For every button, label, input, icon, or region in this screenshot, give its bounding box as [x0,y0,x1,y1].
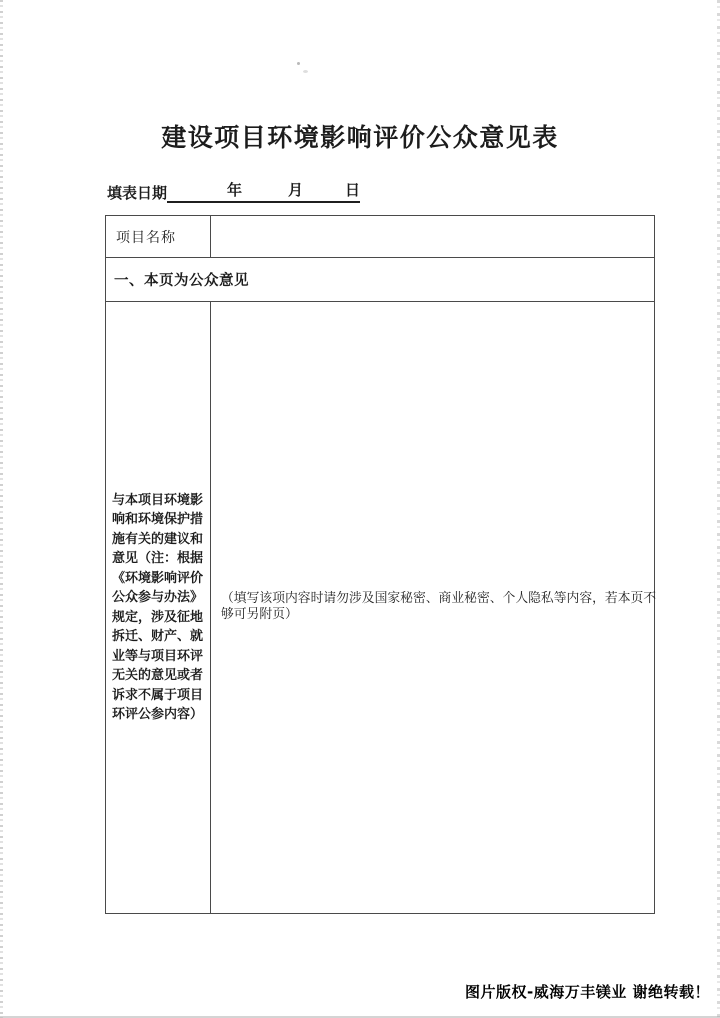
date-year-blank [167,194,227,195]
table-row-project-name [106,216,655,258]
opinion-entry-cell [211,302,655,914]
date-label: 填表日期 [107,184,168,202]
date-month-blank [242,194,288,195]
opinion-label-cell [106,302,211,914]
project-name-label: 项目名称 [116,230,176,246]
year-label: 年 [227,181,243,199]
project-name-label-cell [106,216,211,258]
opinion-form-table [105,215,655,914]
section-header-label: 一、本页为公众意见 [114,273,249,289]
month-label: 月 [288,181,304,199]
opinion-label: 与本项目环境影响和环境保护措施有关的建议和意见（注：根据《环境影响评价公众参与办法》规定，涉及征地拆迁、财产、就业等与项目环评无关的意见或者诉求不属于项目环评公参内容） [112,492,204,722]
date-blanks-underline [167,179,360,203]
day-label: 日 [345,181,361,199]
copyright-watermark: 图片版权-威海万丰镁业 谢绝转载！ [465,983,710,1001]
form-title: 建设项目环境影响评价公众意见表 [161,123,559,152]
opinion-note: （填写该项内容时请勿涉及国家秘密、商业秘密、个人隐私等内容，若本页不够可另附页） [221,590,657,621]
form-date-line [107,179,360,203]
date-day-blank [303,194,345,195]
scan-speck [297,62,300,65]
scan-speck [303,70,308,73]
table-row-section-header [106,258,655,302]
section-header-cell [106,258,655,302]
table-row-opinion [106,302,655,914]
project-name-value-cell [211,216,655,258]
